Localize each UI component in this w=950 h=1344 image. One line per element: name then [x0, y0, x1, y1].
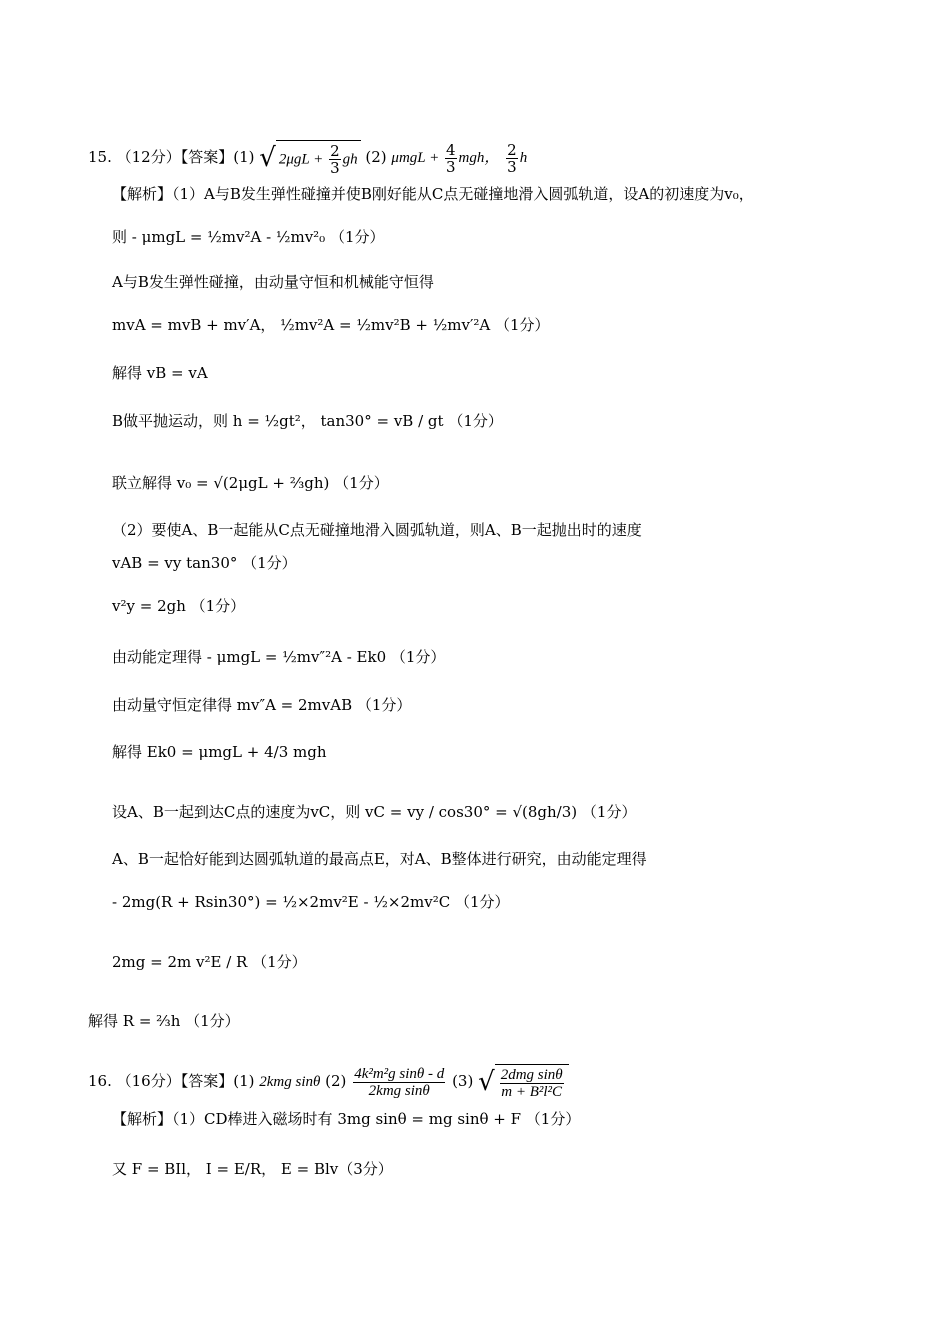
q15-line-3: A与B发生弹性碰撞，由动量守恒和机械能守恒得 — [112, 273, 434, 291]
q16-ans1: 2kmg sinθ — [259, 1074, 321, 1090]
q15-line-15: A、B一起恰好能到达圆弧轨道的最高点E，对A、B整体进行研究，由动能定理得 — [112, 850, 647, 868]
q15-line-9: vAB = vy tan30° （1分） — [112, 554, 297, 572]
q16-ans2: $\frac{\text{4k²m²g sinθ - d}}{\text{2kmg sinθ}}$ — [354, 1065, 445, 1099]
q16-ans3-label: (3) — [452, 1072, 474, 1090]
q15-ans1: √ 2μgL + $\frac{2}{3}$ gh — [259, 140, 360, 176]
q15-line-11: 由动能定理得 - μmgL = ½mv″²A - Ek0 （1分） — [112, 648, 446, 666]
q15-line-16: - 2mg(R + Rsin30°) = ½×2mv²E - ½×2mv²C （1分） — [112, 893, 510, 911]
q16-ans3: √ $\frac{\text{2dmg sinθ}}{\text{m + B²l²C}}$ — [478, 1064, 569, 1100]
q16-answer-line — [88, 1064, 569, 1100]
q15-line-12: 由动量守恒定律得 mv″A = 2mvAB （1分） — [112, 696, 412, 714]
q15-line-8: （2）要使A、B一起能从C点无碰撞地滑入圆弧轨道，则A、B一起抛出时的速度 — [112, 521, 642, 539]
q15-line-5: 解得 vB = vA — [112, 364, 208, 382]
q15-line-13: 解得 Ek0 = μmgL + 4/3 mgh — [112, 743, 327, 761]
q16-ans2-label: (2) — [325, 1072, 347, 1090]
q16-head: 16. （16分）【答案】(1) — [88, 1072, 255, 1090]
q15-answer-line: 15. （12分）【答案】(1) √ 2μgL + $\frac{2}{3}$ gh (2) μmgL + $\frac{4}{3}$ mgh， $\frac{2}{3}$ h — [88, 140, 528, 177]
q15-ans2-label: (2) — [365, 148, 387, 166]
q15-line-4: mvA = mvB + mv′A， ½mv²A = ½mv²B + ½mv′²A （1分） — [112, 316, 550, 334]
q16-analysis-1: 【解析】（1）CD棒进入磁场时有 3mg sinθ = mg sinθ + F （1分） — [112, 1110, 581, 1128]
q15-head: 15. （12分）【答案】(1) — [88, 148, 255, 166]
q15-line-6: B做平抛运动，则 h = ½gt²， tan30° = vB / gt （1分） — [112, 412, 503, 430]
q15-line-10: v²y = 2gh （1分） — [112, 597, 246, 615]
q15-line-7: 联立解得 v₀ = √(2μgL + ⅔gh) （1分） — [112, 474, 389, 492]
q15-line-2: 则 - μmgL = ½mv²A - ½mv²₀ （1分） — [112, 228, 385, 246]
q15-ans3: $\frac{2}{3}$ — [507, 140, 517, 176]
q15-line-17: 2mg = 2m v²E / R （1分） — [112, 953, 307, 971]
q16-line-2: 又 F = BIl， I = E/R， E = Blv（3分） — [112, 1160, 393, 1178]
q15-line-14: 设A、B一起到达C点的速度为vC，则 vC = vy / cos30° = √(8gh/3) （1分） — [112, 803, 637, 821]
q15-ans2: μmgL + — [391, 150, 443, 166]
q15-analysis-1: 【解析】（1）A与B发生弹性碰撞并使B刚好能从C点无碰撞地滑入圆弧轨道，设A的初速度为v₀， — [112, 185, 754, 203]
q15-line-18: 解得 R = ⅔h （1分） — [88, 1012, 240, 1030]
